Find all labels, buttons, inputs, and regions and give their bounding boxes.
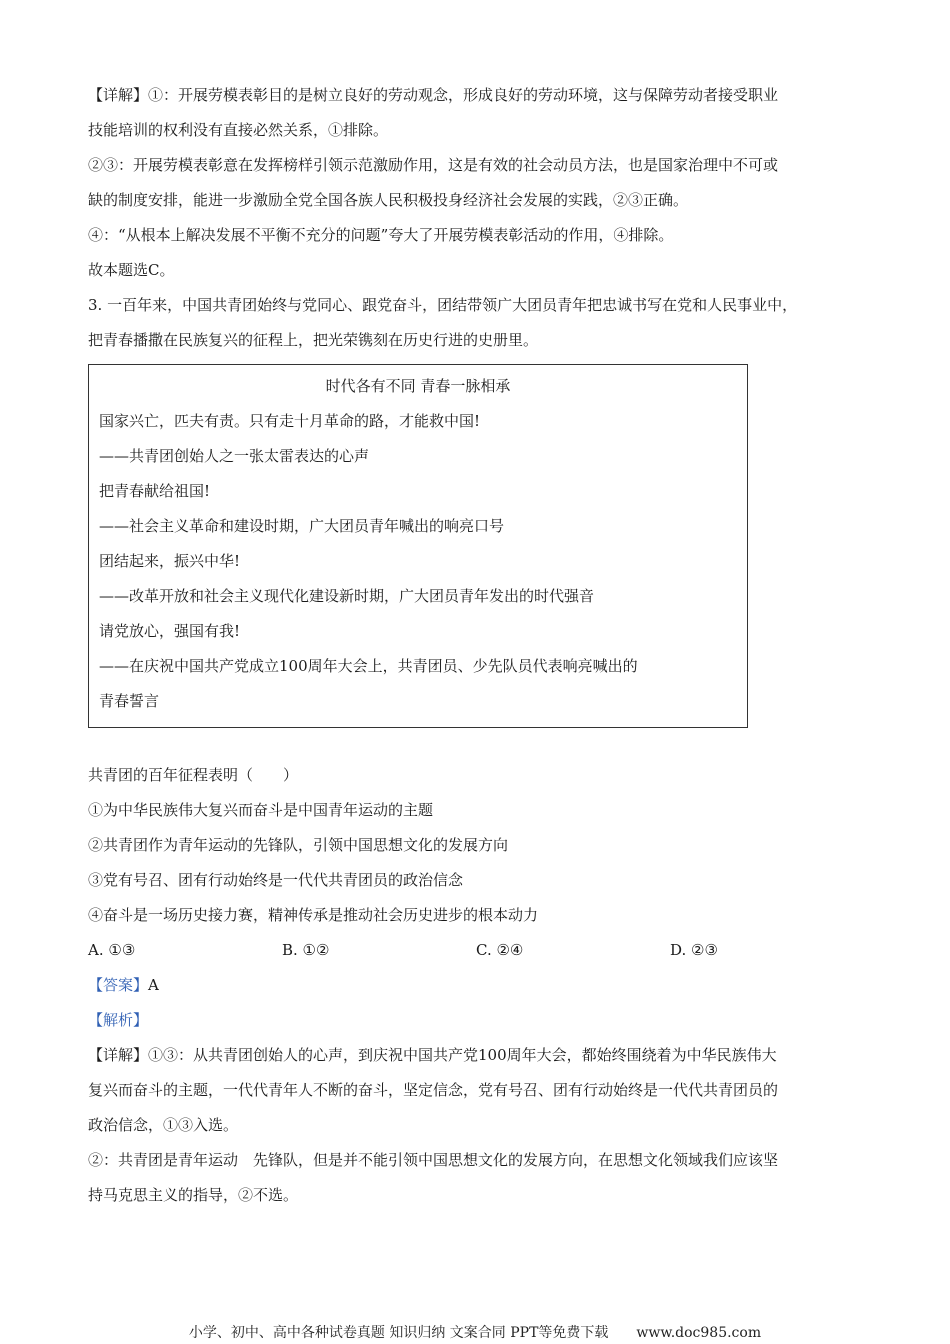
answer-line <box>88 968 868 1003</box>
question-prompt: 共青团的百年征程表明（ ） <box>88 766 299 784</box>
detail-line: 【详解】①：开展劳模表彰目的是树立良好的劳动观念，形成良好的劳动环境，这与保障劳动者接受职业 <box>88 86 779 104</box>
detail-line: ②③：开展劳模表彰意在发挥榜样引领示范激励作用，这是有效的社会动员方法，也是国家治理中不可或 <box>88 156 779 174</box>
material-title: 时代各有不同 青春一脉相承 <box>325 377 511 395</box>
statement-item: ②共青团作为青年运动的先锋队，引领中国思想文化的发展方向 <box>88 836 509 854</box>
material-line: 国家兴亡，匹夫有责。只有走十月革命的路，才能救中国! <box>99 412 481 430</box>
material-box <box>88 364 748 728</box>
material-line: ——改革开放和社会主义现代化建设新时期，广大团员青年发出的时代强音 <box>99 587 595 605</box>
material-line: ——在庆祝中国共产党成立100周年大会上，共青团员、少先队员代表响亮喊出的 <box>99 657 638 675</box>
detail-line: 【详解】①③：从共青团创始人的心声，到庆祝中国共产党100周年大会，都始终围绕着为中华民族伟大 <box>88 1046 777 1064</box>
statement-item: ①为中华民族伟大复兴而奋斗是中国青年运动的主题 <box>88 801 434 819</box>
material-line: 团结起来，振兴中华! <box>99 552 241 570</box>
page-content <box>88 78 868 1213</box>
detail-line: ②：共青团是青年运动 先锋队，但是并不能引领中国思想文化的发展方向，在思想文化领域我们应该坚 <box>88 1151 779 1169</box>
answer-value: A <box>148 976 159 994</box>
detail-line: 复兴而奋斗的主题，一代代青年人不断的奋斗，坚定信念，党有号召、团有行动始终是一代代共青团员的 <box>88 1081 779 1099</box>
answer-options <box>88 933 868 968</box>
option-a: A. ①③ <box>88 941 136 959</box>
detail-line: 缺的制度安排，能进一步激励全党全国各族人民积极投身经济社会发展的实践，②③正确。 <box>88 191 689 209</box>
detail-line: 技能培训的权利没有直接必然关系，①排除。 <box>88 121 389 139</box>
answer-label: 【答案】 <box>88 976 149 994</box>
option-b: B. ①② <box>282 941 330 959</box>
material-line: 把青春献给祖国! <box>99 482 211 500</box>
detail-line: 持马克思主义的指导，②不选。 <box>88 1186 299 1204</box>
material-line: 请党放心，强国有我! <box>99 622 241 640</box>
question-stem: 3. 一百年来，中国共青团始终与党同心、跟党奋斗，团结带领广大团员青年把忠诚书写在党和人民事业中， <box>88 296 798 314</box>
statement-item: ③党有号召、团有行动始终是一代代共青团员的政治信念 <box>88 871 464 889</box>
detail-line: 政治信念，①③入选。 <box>88 1116 239 1134</box>
material-line: ——社会主义革命和建设时期，广大团员青年喊出的响亮口号 <box>99 517 505 535</box>
detail-line: ④：“从根本上解决发展不平衡不充分的问题”夸大了开展劳模表彰活动的作用，④排除。 <box>88 226 674 244</box>
page-footer: 小学、初中、高中各种试卷真题 知识归纳 文案合同 PPT等免费下载 www.doc985.com <box>188 1325 762 1341</box>
material-line: ——共青团创始人之一张太雷表达的心声 <box>99 447 370 465</box>
material-line: 青春誓言 <box>99 692 160 710</box>
statement-item: ④奋斗是一场历史接力赛，精神传承是推动社会历史进步的根本动力 <box>88 906 539 924</box>
option-c: C. ②④ <box>476 941 524 959</box>
detail-line: 故本题选C。 <box>88 261 175 279</box>
analysis-label: 【解析】 <box>88 1011 149 1029</box>
question-stem: 把青春播撒在民族复兴的征程上，把光荣镌刻在历史行进的史册里。 <box>88 331 539 349</box>
option-d: D. ②③ <box>670 941 718 959</box>
